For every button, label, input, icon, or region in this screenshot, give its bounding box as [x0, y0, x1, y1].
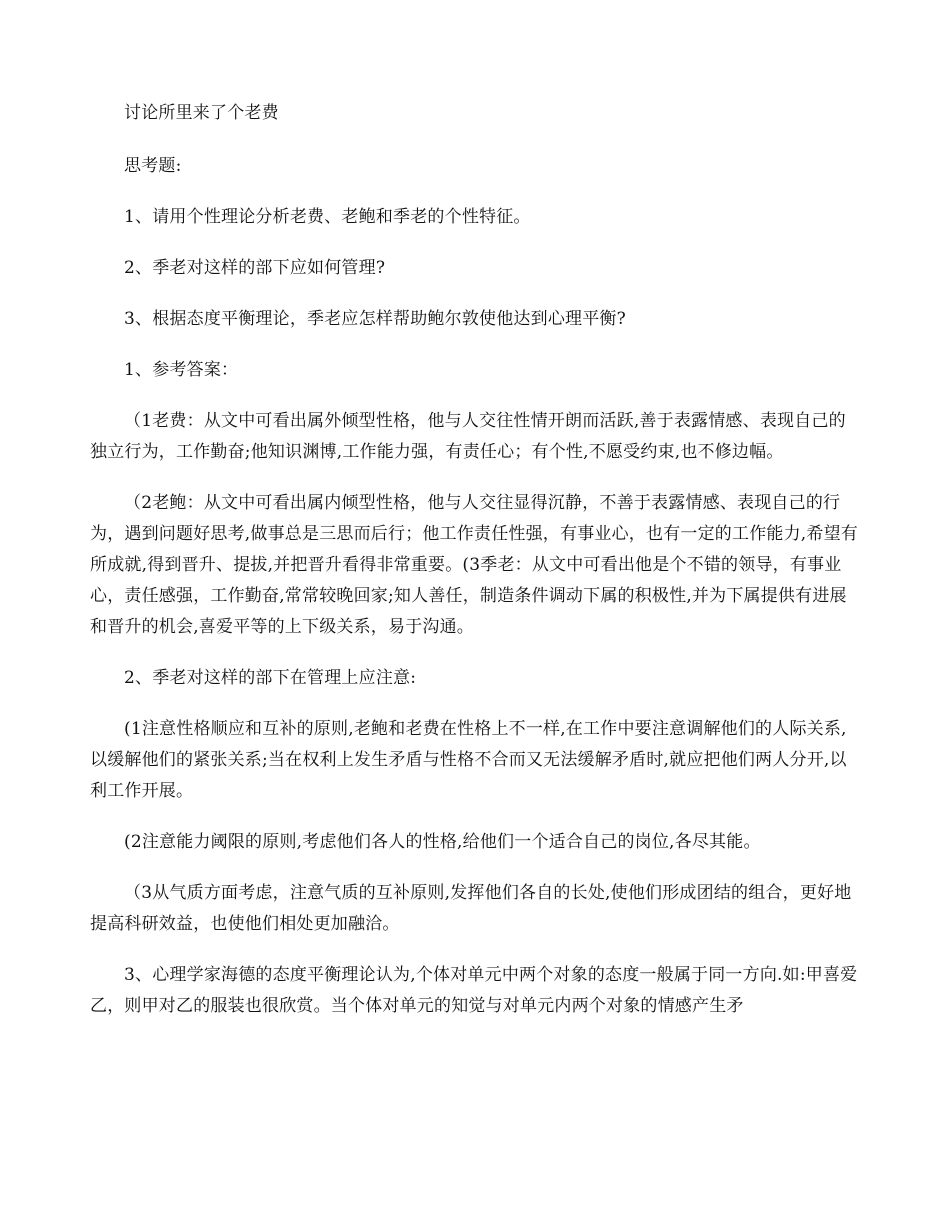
answer-2-part-2: (2注意能力阈限的原则,考虑他们各人的性格,给他们一个适合自己的岗位,各尽其能。 — [124, 832, 761, 852]
question-2: 2、季老对这样的部下应如何管理? — [124, 258, 386, 278]
answer-3: 3、心理学家海德的态度平衡理论认为,个体对单元中两个对象的态度一般属于同一方向.如:甲喜爱乙，则甲对乙的服装也很欣赏。当个体对单元的知觉与对单元内两个对象的情感产生矛 — [90, 965, 858, 1016]
document-body — [90, 98, 860, 1042]
document-title: 讨论所里来了个老费 — [124, 103, 279, 123]
answer-1-part-2-3: （2老鲍：从文中可看出属内倾型性格，他与人交往显得沉静，不善于表露情感、表现自己的行为，遇到问题好思考,做事总是三思而后行；他工作责任性强，有事业心，也有一定的工作能力,希望有所成就,得到晋升、提拔,并把晋升看得非常重要。(3季老：从文中可看出他是个不错的领导，有事业心，责任感强，工作勤奋,常常较晚回家;知人善任，制造条件调动下属的积极性,并为下属提供有进展和晋升的机会,喜爱平等的上下级关系，易于沟通。 — [90, 493, 859, 637]
answer-2-part-1: (1注意性格顺应和互补的原则,老鲍和老费在性格上不一样,在工作中要注意调解他们的人际关系,以缓解他们的紧张关系;当在权利上发生矛盾与性格不合而又无法缓解矛盾时,就应把他们两人分开,以利工作开展。 — [90, 719, 847, 801]
answer-heading-1: 1、参考答案： — [124, 360, 239, 380]
heading-thinking-questions: 思考题: — [124, 156, 182, 176]
question-3: 3、根据态度平衡理论，季老应怎样帮助鲍尔敦使他达到心理平衡? — [124, 309, 626, 329]
question-1: 1、请用个性理论分析老费、老鲍和季老的个性特征。 — [124, 207, 531, 227]
answer-2-part-3: （3从气质方面考虑，注意气质的互补原则,发挥他们各自的长处,使他们形成团结的组合，更好地提高科研效益，也使他们相处更加融洽。 — [90, 883, 852, 934]
answer-heading-2: 2、季老对这样的部下在管理上应注意: — [124, 668, 417, 688]
answer-1-part-1: （1老费：从文中可看出属外倾型性格，他与人交往性情开朗而活跃,善于表露情感、表现自己的独立行为，工作勤奋;他知识渊博,工作能力强，有责任心；有个性,不愿受约束,也不修边幅。 — [90, 411, 846, 462]
